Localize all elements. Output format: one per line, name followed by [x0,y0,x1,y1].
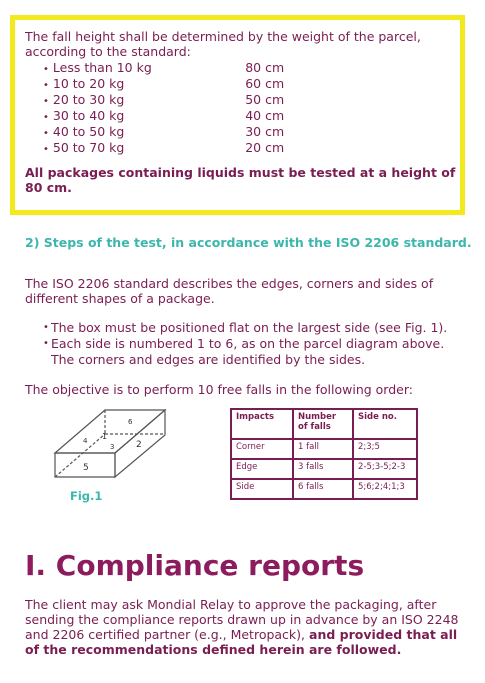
weight-range: • 20 to 30 kg [43,92,245,108]
side-number-2: 2 [136,440,142,450]
figure-label: Fig.1 [70,489,103,503]
fall-height: 80 cm [245,60,285,75]
fall-height: 30 cm [245,124,285,139]
table-cell: 2-5;3-5;2-3 [353,459,417,479]
weight-range: • 10 to 20 kg [43,76,245,92]
side-number-1: 1 [102,432,108,441]
compliance-text: The client may ask Mondial Relay to approve the packaging, after sending the compliance reports drawn up in advance by an ISO 2248 and 2206 certified partner (e.g., Metropack), [25,597,459,642]
fall-height: 50 cm [245,92,285,107]
weight-range: • Less than 10 kg [43,60,245,76]
table-row [231,479,417,499]
weight-row [43,140,303,156]
weight-row [43,124,303,140]
compliance-paragraph [25,597,470,657]
standard-description: The ISO 2206 standard describes the edges, corners and sides of different shapes of a package. [25,276,434,306]
side-number-5: 5 [83,463,89,473]
instruction-list [43,320,473,368]
weight-range: • 50 to 70 kg [43,140,245,156]
objective-text: The objective is to perform 10 free falls in the following order: [25,382,413,397]
instruction-item: • The box must be positioned flat on the largest side (see Fig. 1). [43,320,473,336]
weight-row [43,76,303,92]
table-row [231,439,417,459]
weight-range: • 40 to 50 kg [43,124,245,140]
fall-height-intro: The fall height shall be determined by the weight of the parcel, according to the standard: [25,29,421,59]
weight-row [43,92,303,108]
table-cell: 3 falls [293,459,353,479]
steps-heading: 2) Steps of the test, in accordance with the ISO 2206 standard. [25,235,472,250]
table-cell: Edge [231,459,293,479]
weight-range: • 30 to 40 kg [43,108,245,124]
column-header: Impacts [231,409,293,439]
table-row [231,459,417,479]
side-number-6: 6 [128,418,133,426]
table-cell: 1 fall [293,439,353,459]
side-number-4: 4 [83,437,88,445]
hidden-edge [55,432,108,477]
table-cell: 6 falls [293,479,353,499]
fall-height: 60 cm [245,76,285,91]
table-cell: 2;3;5 [353,439,417,459]
fall-height: 40 cm [245,108,285,123]
table-cell: Side [231,479,293,499]
column-header: Side no. [353,409,417,439]
instruction-item: • Each side is numbered 1 to 6, as on the parcel diagram above. [43,336,473,352]
section-heading: I. Compliance reports [25,549,365,582]
instruction-continuation: The corners and edges are identified by the sides. [51,352,366,367]
table-header-row [231,409,417,439]
column-header: Number of falls [293,409,353,439]
liquids-note: All packages containing liquids must be tested at a height of 80 cm. [25,165,456,195]
table-cell: Corner [231,439,293,459]
weight-height-list [43,60,303,156]
weight-row [43,108,303,124]
compliance-bold-text: and provided that all of the recommendations defined herein are followed. [25,627,458,657]
weight-row [43,60,303,76]
table-cell: 5;6;2;4;1;3 [353,479,417,499]
fall-height: 20 cm [245,140,285,155]
side-number-3: 3 [110,443,115,451]
parcel-diagram [50,405,170,485]
impacts-table [230,408,418,500]
